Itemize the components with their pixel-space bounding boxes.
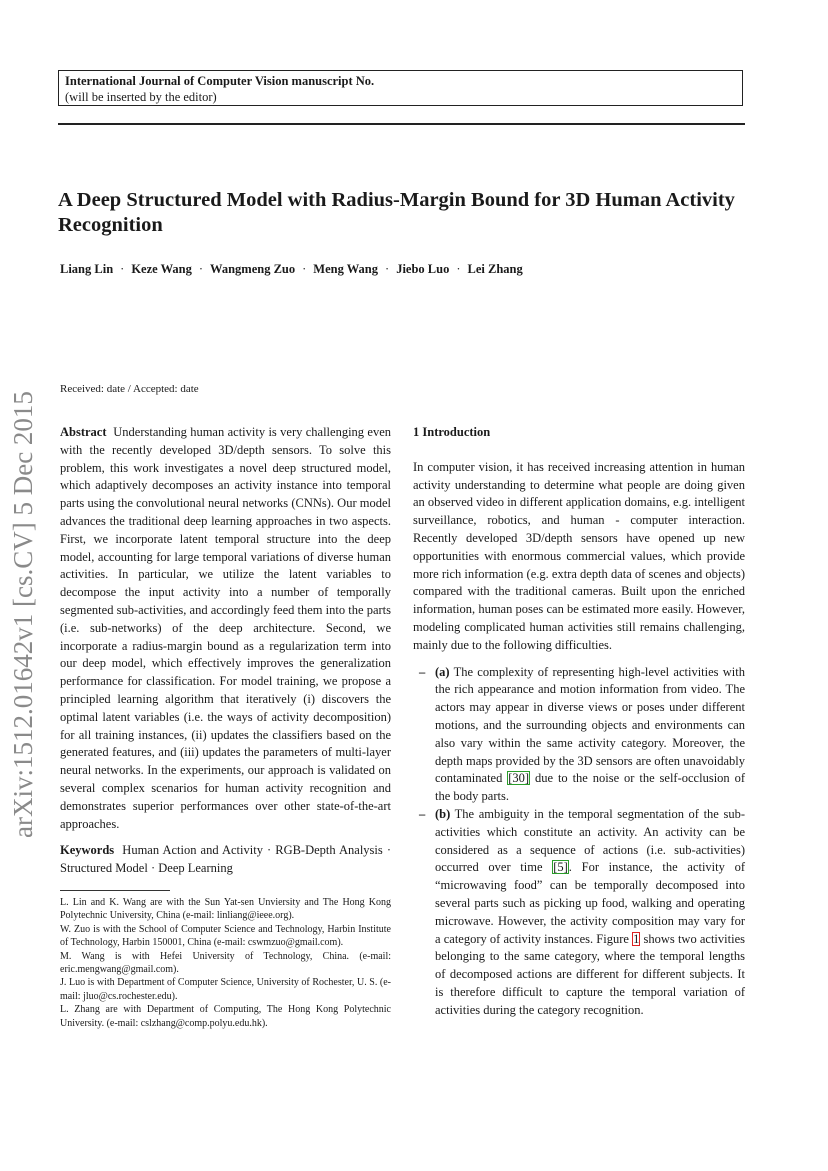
author: Lei Zhang — [467, 262, 523, 276]
keywords-heading: Keywords — [60, 843, 115, 858]
footnote: L. Zhang are with Department of Computing, The Hong Kong Polytechnic University. (e-mail: cslzhang@comp.polyu.edu.hk). — [60, 1004, 391, 1029]
intro-paragraph: In computer vision, it has received increasing attention in human activity understanding to determine what people are doing given an observed video in different application domains, e.g. intelligent surveillance, robotics, and human - computer interaction. Recently developed 3D/depth sensors have opened up new opportunities with enormous commercial values, which provide more rich information (e.g. extra depth data of scenes and objects) compared with the traditional cameras. Built upon the enriched information, human poses can be estimated more easily. However, modeling complicated human activities still remains challenging, mainly due to the following difficulties. — [413, 459, 745, 652]
footnote: W. Zuo is with the School of Computer Science and Technology, Harbin Institute of Technology, Harbin 150001, China (e-mail: cswmzuo@gmail.com). — [60, 923, 391, 949]
section-heading: 1 Introduction — [413, 425, 491, 439]
author-separator: · — [456, 262, 461, 276]
item-label: (b) — [435, 806, 451, 821]
paper-title: A Deep Structured Model with Radius-Margin Bound for 3D Human Activity Recognition — [58, 189, 735, 236]
dash-bullet: – — [419, 664, 426, 679]
item-text: The complexity of representing high-level activities with the rich appearance and motion information from video. The actors may appear in diverse views or poses under different motions, and the surrounding objects and environments can also vary within the same activity category. Moreover, the depth maps provided by the 3D sensors are often unavoidably contaminated — [435, 664, 745, 786]
left-column — [60, 424, 391, 878]
item-text: . For instance, the activity of “microwaving food” can be temporally decomposed into several parts such as picking up food, walking and operating microwave. However, the activity composition may vary for a category of activity instances. Figure — [435, 860, 745, 946]
journal-note: (will be inserted by the editor) — [65, 90, 217, 104]
item-text: shows two activities belonging to the same category, where the temporal lengths of decomposed actions are different for different subjects. It is therefore difficult to capture the temporal variation of activities during the category recognition. — [435, 931, 745, 1017]
header-rule — [58, 123, 745, 125]
author-list — [60, 261, 750, 277]
right-column — [413, 424, 745, 1020]
footnote: L. Lin and K. Wang are with the Sun Yat-sen Unviersity and The Hong Kong Polytechnic University, China (e-mail: linliang@ieee.org). — [60, 897, 391, 922]
author: Jiebo Luo — [396, 262, 450, 276]
dash-bullet: – — [419, 806, 426, 821]
journal-header-box — [58, 70, 743, 106]
item-label: (a) — [435, 664, 450, 679]
abstract-text: Understanding human activity is very challenging even with the recently developed 3D/depth sensors. To solve this problem, this work investigates a novel deep structured model, which adaptively decomposes an activity instance into temporal parts using the convolutional neural networks (CNNs). Our model advances the traditional deep learning approaches in two aspects. First, we incorporate latent temporal structure into the deep model, accounting for large temporal variations of diverse human activities. In particular, we utilize the latent variables to decompose the input activity into a number of temporally segmented sub-activities, and accordingly feed them into the parts (i.e. sub-networks) of the deep architecture. Second, we incorporate a radius-margin bound as a regularization term into our deep model, which effectively improves the generalization performance for classification. For model training, we propose a principled learning algorithm that iteratively (i) discovers the optimal latent variables (i.e. the ways of activity decomposition) for all training instances, (ii) updates the classifiers based on the generated features, and (iii) updates the parameters of multi-layer neural networks. In the experiments, our approach is validated on several complex scenarios for human activity recognition and demonstrates superior performances over other state-of-the-art approaches. — [60, 425, 392, 831]
journal-name: International Journal of Computer Vision manuscript No. — [65, 74, 375, 88]
arxiv-stamp: arXiv:1512.01642v1 [cs.CV] 5 Dec 2015 — [8, 391, 38, 838]
item-text: The ambiguity in the temporal segmentation of the sub-activities which constitute an activity. An activity can be considered as a sequence of actions (i.e. sub-activities) occurred over time — [435, 806, 745, 875]
difficulty-list — [413, 664, 745, 1020]
author-separator: · — [302, 262, 307, 276]
author-separator: · — [385, 262, 390, 276]
figure-link[interactable]: 1 — [633, 931, 640, 946]
author: Meng Wang — [313, 262, 379, 276]
keywords-text: Human Action and Activity · RGB-Depth Analysis · Structured Model · Deep Learning — [60, 843, 391, 876]
footnote: J. Luo is with Department of Computer Science, University of Rochester, U. S. (e-mail: jluo@cs.rochester.edu). — [60, 977, 391, 1002]
author-separator: · — [120, 262, 125, 276]
footnotes — [60, 894, 391, 1030]
list-item — [413, 664, 745, 806]
item-text: due to the noise or the self-occlusion of the body parts. — [435, 771, 745, 804]
abstract — [60, 424, 391, 833]
list-item — [413, 806, 745, 1020]
citation-link[interactable]: [5] — [553, 860, 568, 875]
author: Wangmeng Zuo — [210, 262, 296, 276]
author: Keze Wang — [131, 262, 192, 276]
keywords — [60, 842, 391, 878]
footnote-rule — [60, 890, 170, 891]
footnote: M. Wang is with Hefei University of Technology, China. (e-mail: eric.mengwang@gmail.com). — [60, 950, 391, 976]
received-line: Received: date / Accepted: date — [60, 383, 199, 395]
author: Liang Lin — [60, 262, 114, 276]
citation-link[interactable]: [30] — [508, 771, 530, 786]
author-separator: · — [198, 262, 204, 276]
abstract-heading: Abstract — [60, 425, 107, 439]
